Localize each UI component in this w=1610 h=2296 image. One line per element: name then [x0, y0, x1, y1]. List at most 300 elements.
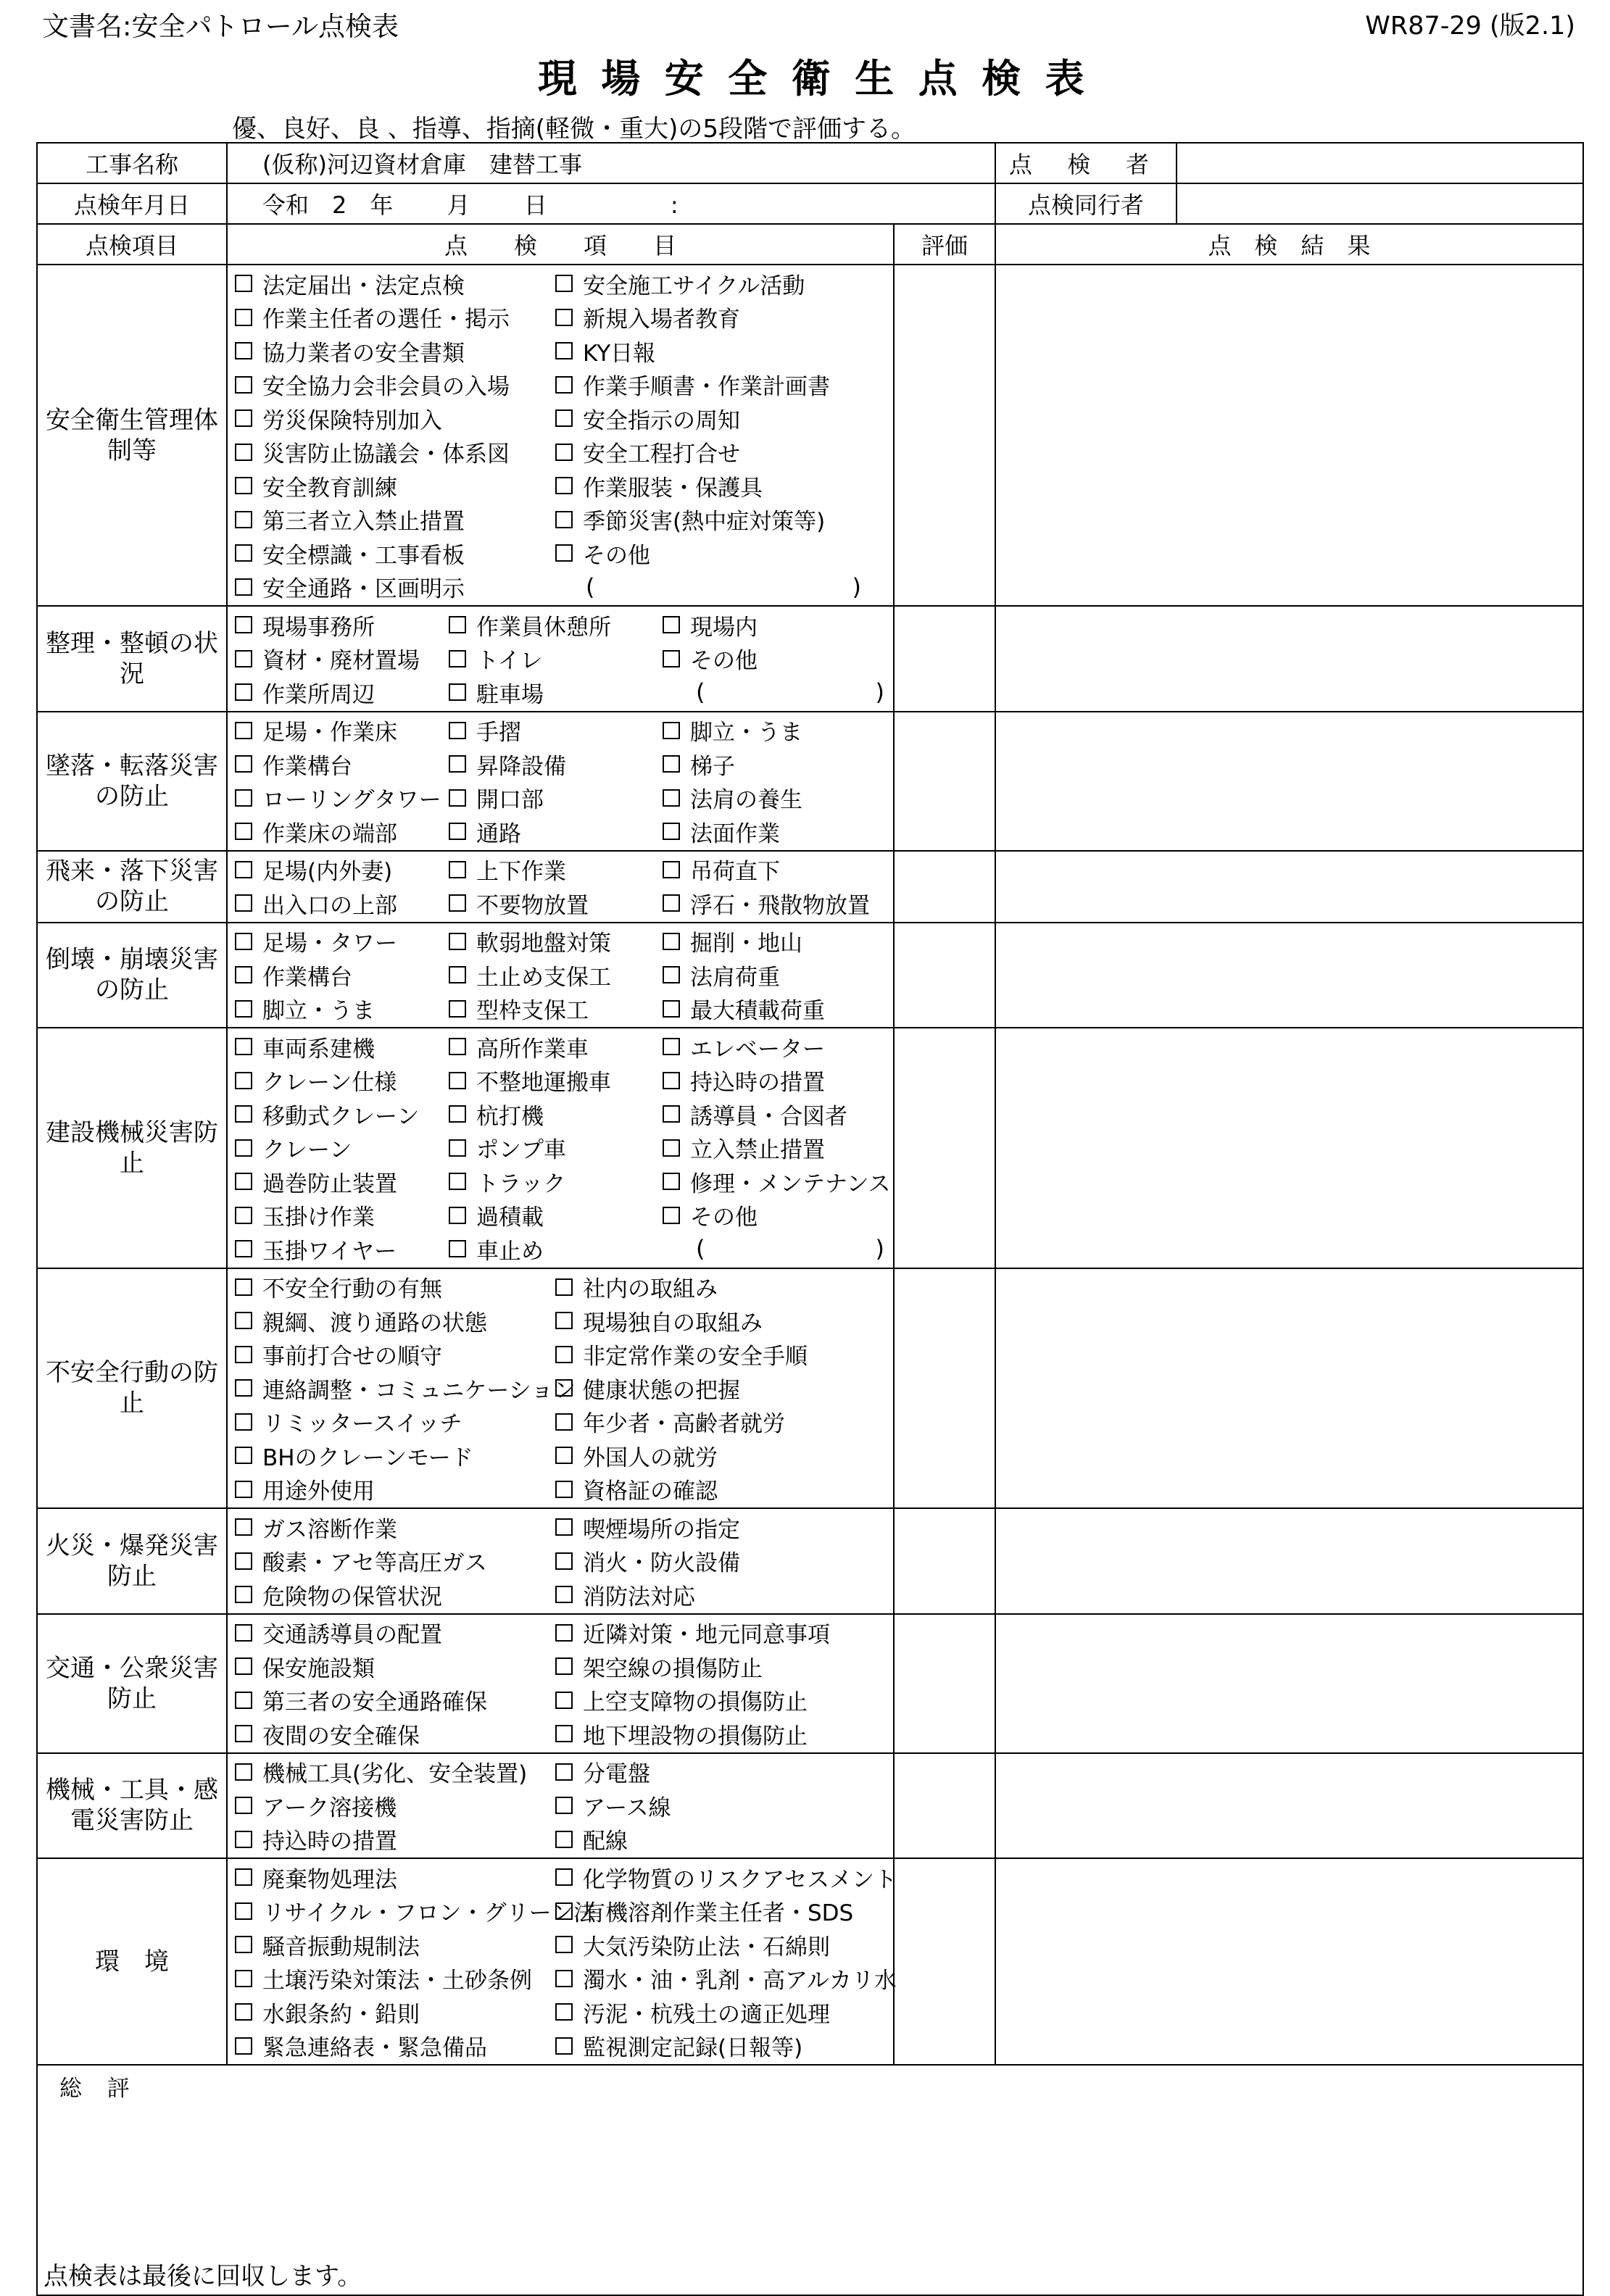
checkbox[interactable]: [235, 1692, 252, 1709]
checkbox[interactable]: [235, 650, 252, 667]
checkbox[interactable]: [663, 616, 680, 633]
checkbox[interactable]: [555, 511, 573, 528]
checkbox[interactable]: [555, 2003, 573, 2021]
checklist-item[interactable]: [235, 1962, 555, 1995]
checkbox[interactable]: [235, 511, 252, 528]
checkbox[interactable]: [555, 1970, 573, 1987]
checklist-item-label: 資材・廃材置場: [262, 648, 420, 675]
checklist-item[interactable]: [235, 609, 449, 641]
rating-cell[interactable]: [894, 1268, 995, 1509]
checklist-item[interactable]: [663, 714, 889, 746]
rating-cell[interactable]: [894, 1858, 995, 2065]
checkbox[interactable]: [555, 1692, 573, 1709]
checkbox[interactable]: [235, 1797, 252, 1814]
checkbox[interactable]: [663, 650, 680, 667]
checkbox[interactable]: [449, 789, 466, 807]
checklist-item[interactable]: [449, 714, 663, 746]
checklist-item[interactable]: [235, 1861, 555, 1894]
checkbox[interactable]: [663, 789, 680, 807]
checkbox[interactable]: [235, 2003, 252, 2021]
checklist-item[interactable]: [663, 925, 889, 957]
result-cell[interactable]: [995, 712, 1583, 851]
checkbox[interactable]: [235, 933, 252, 950]
checkbox[interactable]: [235, 1518, 252, 1536]
checkbox[interactable]: [555, 1624, 573, 1642]
checklist-item[interactable]: [555, 1578, 889, 1611]
checkbox[interactable]: [555, 309, 573, 326]
checklist-item-label: 安全指示の周知: [583, 407, 740, 434]
other-specify-field[interactable]: [663, 678, 884, 706]
checkbox[interactable]: [555, 1657, 573, 1675]
checkbox[interactable]: [555, 1447, 573, 1464]
checkbox[interactable]: [555, 1278, 573, 1296]
checklist-item[interactable]: [235, 402, 555, 435]
checklist-item[interactable]: [555, 1962, 897, 1995]
checkbox[interactable]: [235, 309, 252, 326]
checklist-item[interactable]: [555, 335, 889, 367]
checkbox[interactable]: [235, 861, 252, 878]
checklist-item[interactable]: [235, 1578, 555, 1611]
result-cell[interactable]: [995, 923, 1583, 1028]
checklist-item[interactable]: [663, 815, 889, 848]
checkbox[interactable]: [449, 966, 466, 983]
checkbox[interactable]: [555, 1518, 573, 1536]
inspector-field[interactable]: [1177, 143, 1583, 183]
checklist-item[interactable]: [235, 1098, 449, 1131]
checkbox[interactable]: [235, 1624, 252, 1642]
checkbox[interactable]: [555, 1346, 573, 1363]
result-cell[interactable]: [995, 1268, 1583, 1509]
checkbox[interactable]: [235, 1936, 252, 1953]
checkbox[interactable]: [235, 444, 252, 461]
checklist-item[interactable]: [235, 1338, 555, 1370]
checklist-item[interactable]: [235, 2029, 555, 2062]
date-value[interactable]: 令和 2 年 月 日 :: [227, 183, 995, 224]
rating-cell[interactable]: [894, 1508, 995, 1614]
checkbox[interactable]: [235, 544, 252, 562]
checkbox[interactable]: [555, 376, 573, 394]
checklist-item-label: 有機溶剤作業主任者・SDS: [583, 1900, 854, 1927]
checklist-row: [235, 886, 889, 920]
checklist-item[interactable]: [235, 853, 449, 886]
checklist-item-label: 機械工具(劣化、安全装置): [262, 1761, 528, 1788]
rating-cell[interactable]: [894, 712, 995, 851]
checklist-item[interactable]: [235, 1372, 576, 1405]
checkbox[interactable]: [235, 683, 252, 701]
checkbox[interactable]: [449, 1139, 466, 1157]
checklist-item[interactable]: [555, 537, 889, 570]
checklist-item[interactable]: [235, 1270, 555, 1303]
checklist-item[interactable]: [235, 1616, 555, 1649]
checklist-item[interactable]: [235, 992, 449, 1025]
checkbox[interactable]: [555, 1936, 573, 1953]
checkbox[interactable]: [555, 1312, 573, 1329]
checkbox[interactable]: [555, 1797, 573, 1814]
checklist-item[interactable]: [555, 1511, 889, 1544]
rating-cell[interactable]: [894, 606, 995, 712]
checklist-item[interactable]: [235, 570, 555, 603]
result-cell[interactable]: [995, 1614, 1583, 1753]
checklist-item[interactable]: [555, 301, 889, 333]
checklist-item[interactable]: [663, 1064, 889, 1097]
other-specify-field[interactable]: [555, 573, 861, 601]
checkbox[interactable]: [449, 755, 466, 773]
checklist-item[interactable]: [235, 1199, 449, 1231]
checklist-item[interactable]: [449, 781, 663, 814]
checklist-item[interactable]: [235, 537, 555, 570]
checkbox[interactable]: [663, 722, 680, 739]
checkbox[interactable]: [235, 1657, 252, 1675]
checklist-item[interactable]: [555, 402, 889, 435]
checklist-item-label: 新規入場者教育: [583, 307, 740, 333]
checkbox[interactable]: [663, 894, 680, 912]
checkbox[interactable]: [663, 1038, 680, 1055]
checklist-item[interactable]: [555, 1372, 889, 1405]
checkbox[interactable]: [449, 1240, 466, 1257]
checklist-item[interactable]: [235, 748, 449, 781]
checklist-item[interactable]: [555, 1338, 889, 1370]
checkbox[interactable]: [663, 1000, 680, 1018]
rating-cell[interactable]: [894, 851, 995, 923]
checkbox[interactable]: [235, 1240, 252, 1257]
checklist-item[interactable]: [663, 781, 889, 814]
checklist-item[interactable]: [235, 1165, 449, 1198]
checklist-item[interactable]: [235, 887, 449, 920]
checklist-item[interactable]: [555, 436, 889, 468]
rating-cell[interactable]: [894, 1614, 995, 1753]
checklist-item[interactable]: [555, 2029, 889, 2062]
checklist-item[interactable]: [449, 925, 663, 957]
checklist-item[interactable]: [663, 853, 889, 886]
summary-cell[interactable]: [37, 2065, 1583, 2295]
checkbox[interactable]: [235, 722, 252, 739]
checkbox[interactable]: [555, 2037, 573, 2055]
checklist-item[interactable]: [235, 1544, 555, 1577]
checklist-item[interactable]: [449, 748, 663, 781]
checklist-item-label: 不整地運搬車: [476, 1070, 611, 1097]
checklist-item-label: 保安施設類: [262, 1655, 375, 1682]
result-cell[interactable]: [995, 606, 1583, 712]
checkbox[interactable]: [555, 1586, 573, 1603]
checkbox[interactable]: [663, 933, 680, 950]
companion-field[interactable]: [1177, 183, 1583, 224]
checkbox[interactable]: [235, 1173, 252, 1190]
checklist-item[interactable]: [235, 1929, 555, 1961]
checklist-item[interactable]: [555, 1789, 889, 1822]
checkbox[interactable]: [555, 1763, 573, 1781]
checkbox[interactable]: [449, 683, 466, 701]
checklist-item-label: 水銀条約・鉛則: [262, 2001, 420, 2028]
checklist-item[interactable]: [555, 368, 889, 401]
checklist-item[interactable]: [235, 1064, 449, 1097]
checklist-item[interactable]: [235, 1755, 555, 1788]
checkbox[interactable]: [235, 1447, 252, 1464]
checklist-item[interactable]: [235, 335, 555, 367]
checklist-item[interactable]: [235, 1031, 449, 1063]
checklist-item[interactable]: [449, 959, 663, 991]
checkbox[interactable]: [663, 755, 680, 773]
checkbox[interactable]: [235, 1552, 252, 1570]
checklist-row: [235, 1097, 889, 1131]
checklist-item[interactable]: [235, 1894, 597, 1927]
checklist-item[interactable]: [663, 1031, 889, 1063]
checklist-item-label: 開口部: [476, 787, 544, 814]
checklist-item[interactable]: [235, 815, 449, 848]
checklist-item[interactable]: [449, 1064, 663, 1097]
checkbox[interactable]: [663, 1139, 680, 1157]
checkbox[interactable]: [235, 789, 252, 807]
checkbox[interactable]: [235, 1902, 252, 1920]
checkbox[interactable]: [449, 722, 466, 739]
summary-label: 総 評: [59, 2076, 139, 2102]
checklist-item[interactable]: [555, 1684, 889, 1716]
checklist-item[interactable]: [663, 642, 889, 675]
checklist-item[interactable]: [235, 781, 449, 814]
checklist-row: [235, 334, 889, 368]
checklist-item[interactable]: [235, 1305, 555, 1337]
checklist-item[interactable]: [663, 748, 889, 781]
checklist-item[interactable]: [235, 1473, 555, 1505]
checkbox[interactable]: [555, 342, 573, 359]
result-cell[interactable]: [995, 265, 1583, 606]
checkbox[interactable]: [235, 894, 252, 912]
checklist-item[interactable]: [663, 1131, 889, 1164]
checklist-item-label: 緊急連絡表・緊急備品: [262, 2035, 487, 2062]
checklist-item[interactable]: [449, 676, 663, 709]
checklist-item[interactable]: [235, 1789, 555, 1822]
checklist-item[interactable]: [555, 1405, 889, 1438]
checklist-item[interactable]: [449, 1233, 663, 1265]
checkbox[interactable]: [235, 1413, 252, 1431]
other-specify-field[interactable]: [663, 1235, 884, 1263]
checklist-item[interactable]: [235, 1996, 555, 2029]
checklist-item[interactable]: [555, 1755, 889, 1788]
checkbox[interactable]: [449, 1105, 466, 1123]
checkbox[interactable]: [555, 477, 573, 494]
checklist-item[interactable]: [449, 1098, 663, 1131]
checklist-item[interactable]: [449, 815, 663, 848]
checkbox[interactable]: [235, 616, 252, 633]
checklist-item[interactable]: [663, 1098, 889, 1131]
checkbox[interactable]: [235, 1725, 252, 1742]
checkbox[interactable]: [235, 1000, 252, 1018]
checklist-item[interactable]: [235, 470, 555, 502]
checklist-item-label: アーク溶接機: [262, 1794, 397, 1821]
checkbox[interactable]: [235, 1586, 252, 1603]
checklist-item[interactable]: [235, 714, 449, 746]
checklist-item[interactable]: [235, 1823, 555, 1855]
checklist-item[interactable]: [449, 609, 663, 641]
checkbox[interactable]: [449, 1000, 466, 1018]
checkbox[interactable]: [449, 616, 466, 633]
checkbox[interactable]: [235, 1970, 252, 1987]
checkbox[interactable]: [555, 1379, 573, 1397]
checklist-item[interactable]: [449, 1031, 663, 1063]
checkbox[interactable]: [235, 376, 252, 394]
checkbox[interactable]: [663, 861, 680, 878]
work-name-value[interactable]: (仮称)河辺資材倉庫 建替工事: [227, 143, 995, 183]
checkbox[interactable]: [555, 1413, 573, 1431]
checkbox[interactable]: [235, 578, 252, 596]
checklist-item[interactable]: [235, 1405, 555, 1438]
checkbox[interactable]: [235, 342, 252, 359]
checklist-item[interactable]: [663, 1199, 889, 1231]
checkbox[interactable]: [235, 1105, 252, 1123]
checkbox[interactable]: [235, 1278, 252, 1296]
checklist-item[interactable]: [235, 1684, 555, 1716]
checklist-item[interactable]: [555, 1439, 889, 1472]
checklist-item[interactable]: [235, 1131, 449, 1164]
checklist-item[interactable]: [555, 1650, 889, 1683]
checklist-item[interactable]: [555, 470, 889, 502]
checklist-item[interactable]: [235, 925, 449, 957]
checklist-item[interactable]: [235, 368, 555, 401]
checkbox[interactable]: [555, 1868, 573, 1886]
checklist-item[interactable]: [235, 1718, 555, 1750]
checklist-item[interactable]: [555, 1473, 889, 1505]
checkbox[interactable]: [235, 1868, 252, 1886]
checkbox[interactable]: [555, 1481, 573, 1498]
checkbox[interactable]: [235, 1763, 252, 1781]
checkbox[interactable]: [555, 1902, 573, 1920]
date-row: [37, 183, 1583, 224]
checkbox[interactable]: [449, 861, 466, 878]
result-cell[interactable]: [995, 1028, 1583, 1268]
checklist-item[interactable]: [555, 267, 889, 300]
checkbox[interactable]: [663, 1072, 680, 1089]
checklist-item[interactable]: [449, 1165, 663, 1198]
checkbox[interactable]: [555, 1552, 573, 1570]
checklist-item[interactable]: [235, 1650, 555, 1683]
checkbox[interactable]: [663, 823, 680, 840]
checklist-item[interactable]: [235, 676, 449, 709]
checkbox[interactable]: [555, 275, 573, 292]
checklist-item[interactable]: [449, 1131, 663, 1164]
checkbox[interactable]: [449, 933, 466, 950]
checklist-item[interactable]: [663, 1165, 891, 1198]
rating-cell[interactable]: [894, 1028, 995, 1268]
checklist-item-label: 現場事務所: [262, 614, 375, 641]
checklist-item[interactable]: [663, 992, 889, 1025]
checkbox[interactable]: [555, 444, 573, 461]
checklist-item[interactable]: [449, 887, 663, 920]
checkbox[interactable]: [235, 1207, 252, 1224]
checklist-item[interactable]: [235, 301, 555, 333]
checkbox[interactable]: [235, 823, 252, 840]
checkbox[interactable]: [235, 1346, 252, 1363]
result-cell[interactable]: [995, 1858, 1583, 2065]
rating-cell[interactable]: [894, 923, 995, 1028]
checkbox[interactable]: [449, 1038, 466, 1055]
checkbox[interactable]: [235, 1379, 252, 1397]
checkbox[interactable]: [449, 1072, 466, 1089]
checklist-item[interactable]: [555, 1929, 889, 1961]
checkbox[interactable]: [449, 1207, 466, 1224]
checkbox[interactable]: [663, 1173, 680, 1190]
checklist-item-label: 消防法対応: [583, 1584, 695, 1610]
checkbox[interactable]: [235, 1139, 252, 1157]
checklist-item[interactable]: [555, 1823, 889, 1855]
checkbox[interactable]: [235, 1481, 252, 1498]
checklist-item[interactable]: [663, 609, 889, 641]
checklist-item-label: 第三者の安全通路確保: [262, 1689, 487, 1716]
checkbox[interactable]: [235, 755, 252, 773]
checklist-item-label: 作業主任者の選任・掲示: [262, 307, 510, 333]
checklist-item-label: クレーン: [262, 1137, 352, 1164]
checklist-row: [235, 1578, 889, 1612]
checkbox[interactable]: [555, 409, 573, 427]
checkbox[interactable]: [663, 1105, 680, 1123]
checklist-item[interactable]: [555, 503, 889, 536]
checklist-item[interactable]: [235, 1233, 449, 1265]
checklist-item-label: 交通誘導員の配置: [262, 1622, 442, 1649]
checklist-item-label: 監視測定記録(日報等): [583, 2035, 803, 2062]
checklist-item[interactable]: [449, 1199, 663, 1231]
checkbox[interactable]: [235, 1038, 252, 1055]
checklist-item[interactable]: [235, 503, 555, 536]
checkbox[interactable]: [235, 409, 252, 427]
rating-cell[interactable]: [894, 265, 995, 606]
result-cell[interactable]: [995, 851, 1583, 923]
checklist-item[interactable]: [235, 642, 449, 675]
checklist-item[interactable]: [555, 1894, 889, 1927]
checklist-item[interactable]: [235, 959, 449, 991]
checklist-item[interactable]: [449, 992, 663, 1025]
rating-cell[interactable]: [894, 1753, 995, 1859]
checklist-item[interactable]: [555, 1544, 889, 1577]
checklist-item-label: 用途外使用: [262, 1478, 375, 1505]
checkbox[interactable]: [235, 1312, 252, 1329]
checklist-item[interactable]: [555, 1718, 889, 1750]
checklist-item[interactable]: [555, 1861, 897, 1894]
checkbox[interactable]: [235, 966, 252, 983]
checkbox[interactable]: [555, 1831, 573, 1848]
checklist-item-label: 事前打合せの順守: [262, 1344, 442, 1370]
checklist-item-label: その他: [690, 1205, 758, 1231]
checkbox[interactable]: [235, 1831, 252, 1848]
checkbox[interactable]: [663, 1207, 680, 1224]
checklist-item[interactable]: [449, 853, 663, 886]
checkbox[interactable]: [449, 1173, 466, 1190]
checkbox[interactable]: [235, 2037, 252, 2055]
page-title: 現場安全衛生点検表: [537, 56, 1109, 101]
checklist-items: [227, 265, 894, 606]
checklist-row: [235, 1616, 889, 1650]
checklist-item[interactable]: [555, 1270, 889, 1303]
checklist-item[interactable]: [555, 1305, 889, 1337]
checklist-item[interactable]: [663, 887, 889, 920]
checkbox[interactable]: [555, 1725, 573, 1742]
checklist-item[interactable]: [555, 1996, 889, 2029]
checklist-item[interactable]: [235, 436, 555, 468]
result-cell[interactable]: [995, 1753, 1583, 1859]
checkbox[interactable]: [235, 275, 252, 292]
checkbox[interactable]: [235, 477, 252, 494]
checklist-item[interactable]: [235, 1511, 555, 1544]
checklist-item[interactable]: [555, 1616, 889, 1649]
checklist-item[interactable]: [235, 267, 555, 300]
checkbox[interactable]: [235, 1072, 252, 1089]
checklist-item[interactable]: [235, 1439, 555, 1472]
checklist-item[interactable]: [663, 959, 889, 991]
checklist-item[interactable]: [449, 642, 663, 675]
checkbox[interactable]: [555, 544, 573, 562]
checkbox[interactable]: [449, 823, 466, 840]
checkbox[interactable]: [449, 650, 466, 667]
checkbox[interactable]: [449, 894, 466, 912]
result-cell[interactable]: [995, 1508, 1583, 1614]
checkbox[interactable]: [663, 966, 680, 983]
